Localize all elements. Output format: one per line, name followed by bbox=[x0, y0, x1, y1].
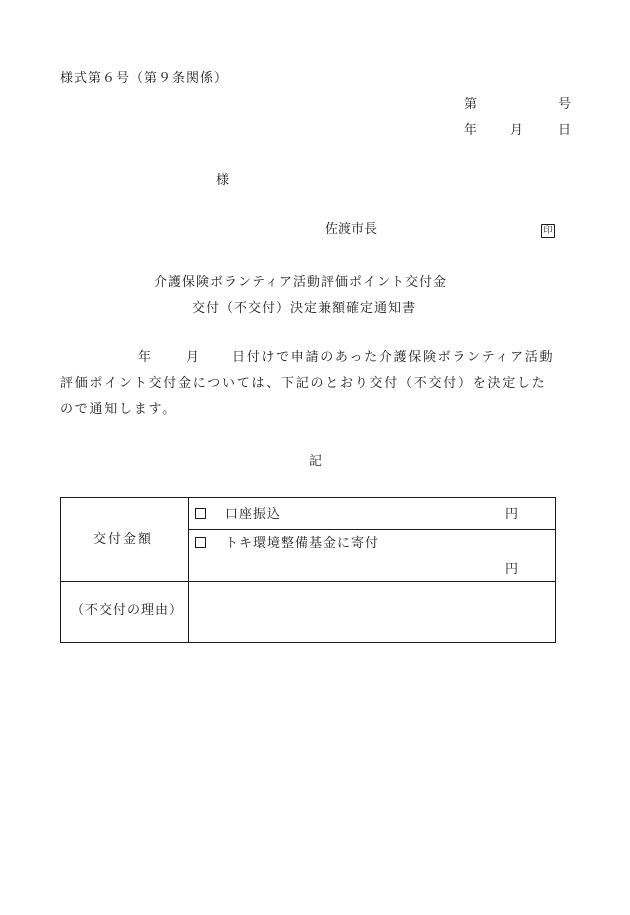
table-divider-options bbox=[189, 529, 555, 530]
reason-label: （不交付の理由） bbox=[71, 603, 184, 618]
table-divider-vertical bbox=[188, 498, 189, 642]
option2-unit: 円 bbox=[505, 562, 519, 577]
body-month: 月 bbox=[186, 350, 200, 365]
option1-label: 口座振込 bbox=[225, 507, 282, 522]
seal-icon: 印 bbox=[541, 224, 555, 238]
title-line1: 介護保険ボランティア活動評価ポイント交付金 bbox=[154, 275, 447, 290]
option-donation bbox=[195, 537, 206, 550]
body-line1-rest: 日付けで申請のあった介護保険ボランティア活動 bbox=[232, 350, 555, 365]
checkbox-donation[interactable] bbox=[195, 537, 206, 548]
date-year: 年 bbox=[464, 123, 478, 138]
option1-unit: 円 bbox=[505, 507, 519, 522]
ki-mark: 記 bbox=[309, 454, 323, 469]
form-number: 様式第６号（第９条関係） bbox=[60, 71, 229, 86]
issuer-name: 佐渡市長 bbox=[325, 222, 378, 237]
body-line2: 評価ポイント交付金については、下記のとおり交付（不交付）を決定した bbox=[60, 376, 547, 391]
doc-number-prefix: 第 bbox=[464, 97, 478, 112]
title-line2: 交付（不交付）決定兼額確定通知書 bbox=[192, 301, 417, 316]
amount-table bbox=[60, 497, 556, 643]
doc-number-suffix: 号 bbox=[558, 97, 572, 112]
body-year: 年 bbox=[138, 350, 152, 365]
option2-label: トキ環境整備基金に寄付 bbox=[225, 536, 380, 551]
date-day: 日 bbox=[558, 123, 572, 138]
checkbox-bank-transfer[interactable] bbox=[195, 508, 206, 519]
table-divider-horizontal bbox=[61, 581, 555, 582]
seal-mark bbox=[541, 223, 555, 238]
body-line3: ので通知します。 bbox=[60, 402, 177, 417]
option-bank-transfer bbox=[195, 508, 206, 521]
amount-label: 交付金額 bbox=[93, 532, 154, 547]
addressee-honorific: 様 bbox=[216, 173, 230, 188]
date-month: 月 bbox=[510, 123, 524, 138]
